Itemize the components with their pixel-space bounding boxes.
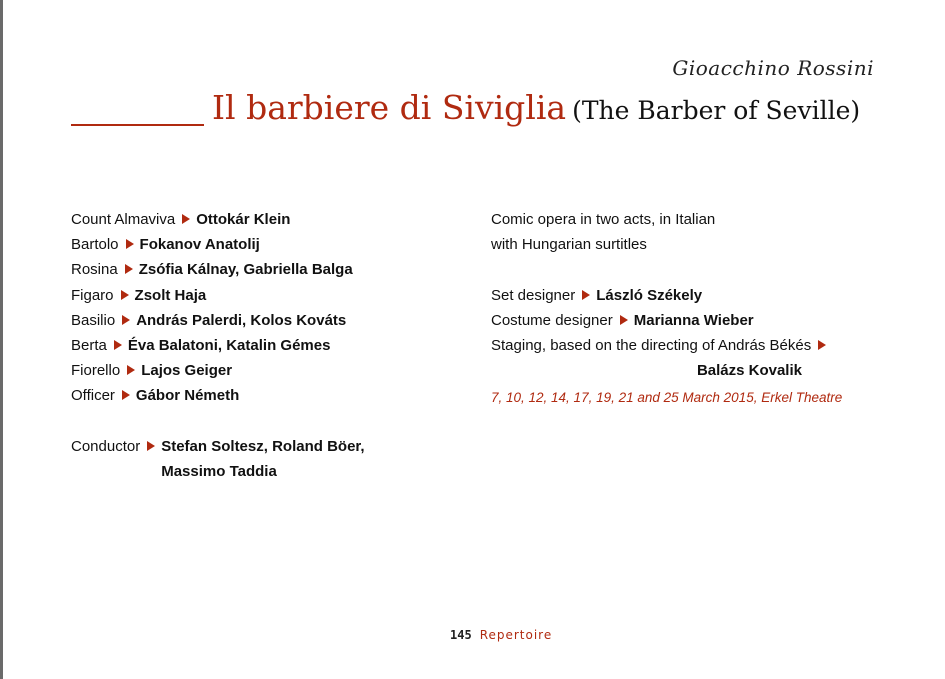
composer-name: Gioacchino Rossini [672,56,874,80]
cast-row [71,286,471,311]
arrow-right-icon [620,315,628,325]
page-edge-rule [0,0,3,679]
arrow-right-icon [127,365,135,375]
performance-dates: 7, 10, 12, 14, 17, 19, 21 and 25 March 2015, Erkel Theatre [491,390,843,406]
conductor-names [161,434,364,484]
role-label: Officer [71,387,115,405]
arrow-right-icon [582,290,590,300]
performer-names: Gábor Németh [135,387,240,405]
performer-names: András Palerdi, Kolos Kováts [136,311,347,329]
cast-row [71,361,471,386]
description-line2: with Hungarian surtitles [491,236,647,254]
production-info [491,210,851,414]
arrow-right-icon [114,340,122,350]
performer-names: Ottokár Klein [196,211,291,228]
description-line1: Comic opera in two acts, in Italian [491,211,716,228]
arrow-right-icon [818,340,826,350]
role-label: Basilio [71,311,116,329]
arrow-right-icon [121,290,129,300]
arrow-right-icon [122,315,130,325]
performer-names: Fokanov Anatolij [139,236,260,254]
page-number: 145 [450,628,472,642]
page-footer [450,628,552,642]
cast-row [71,210,471,235]
arrow-right-icon [147,441,155,451]
staging-row-name [491,361,851,386]
role-label: Rosina [71,261,118,279]
arrow-right-icon [125,264,133,274]
staging-row [491,336,851,361]
costume-designer-row [491,311,851,336]
role-label: Berta [71,336,107,354]
role-label: Set designer [491,286,576,304]
cast-row [71,235,471,260]
costume-designer-name: Marianna Wieber [633,311,754,329]
conductor-names-line1: Stefan Soltesz, Roland Böer, [161,438,365,456]
spacer [71,412,471,437]
set-designer-name: László Székely [596,286,703,304]
cast-row [71,311,471,336]
performer-names: Éva Balatoni, Katalin Gémes [127,336,331,354]
section-name: Repertoire [479,628,553,642]
role-label: Figaro [71,286,114,304]
performer-names: Lajos Geiger [141,362,233,380]
cast-list [71,210,471,485]
title-block [212,88,860,127]
opera-subtitle: (The Barber of Seville) [572,96,861,125]
role-label: Fiorello [71,362,121,380]
conductor-row [71,437,471,485]
cast-row [71,260,471,285]
role-label: Conductor [71,437,141,455]
spacer [491,260,851,285]
opera-title: Il barbiere di Siviglia [212,88,567,127]
title-rule [71,124,204,126]
role-label: Bartolo [71,236,119,254]
arrow-right-icon [122,390,130,400]
staging-director-name: Balázs Kovalik [696,362,802,380]
cast-row [71,336,471,361]
performer-names: Zsófia Kálnay, Gabriella Balga [138,261,353,279]
performer-names: Zsolt Haja [134,286,207,304]
role-label: Staging, based on the directing of András Békés [491,336,812,354]
arrow-right-icon [182,214,190,224]
arrow-right-icon [126,239,134,249]
cast-row [71,386,471,411]
set-designer-row [491,286,851,311]
conductor-names-line2: Massimo Taddia [161,463,277,481]
role-label: Count Almaviva [71,211,176,228]
role-label: Costume designer [491,311,613,329]
